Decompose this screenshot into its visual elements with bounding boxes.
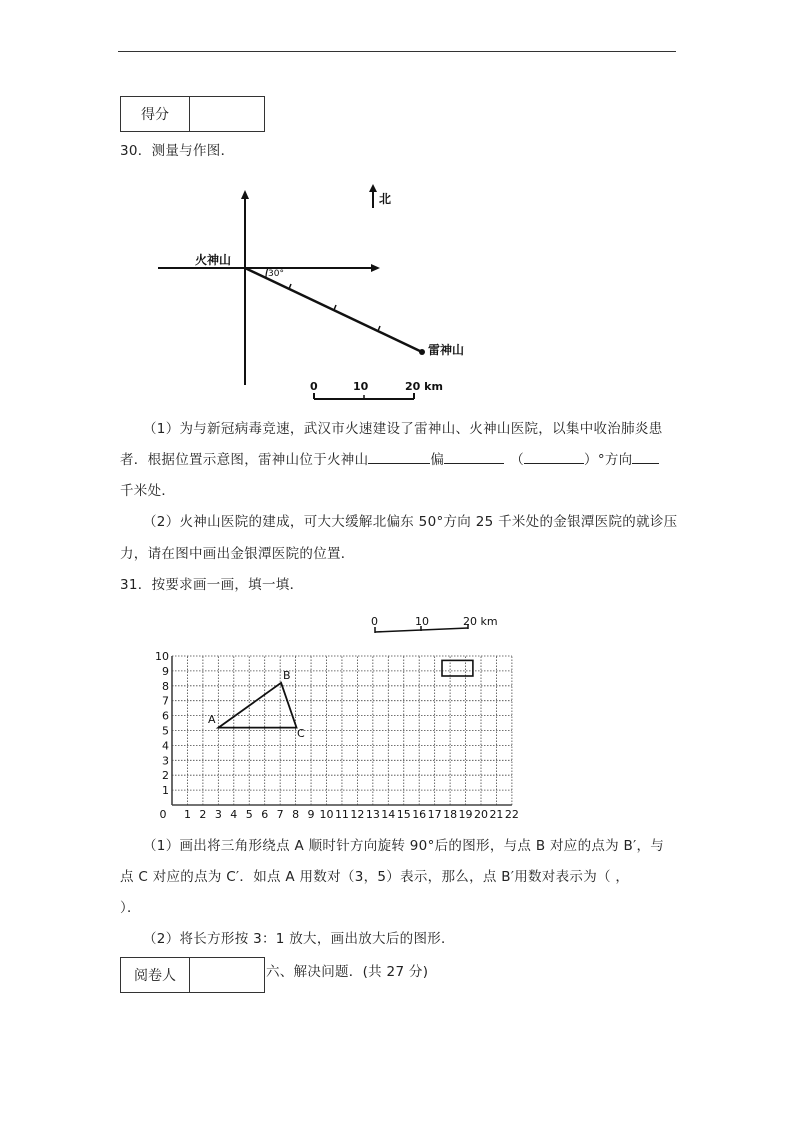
x-tick-label: 14 [381,808,396,821]
grid-scale-0: 0 [371,615,378,628]
q31-p1-line1: （1）画出将三角形绕点 A 顺时针方向旋转 90°后的图形，与点 B 对应的点为 B′，与 [143,838,665,854]
x-tick-label: 16 [412,808,427,821]
q30-direction-map [150,180,490,405]
q30-p1-text1: 者．根据位置示意图，雷神山位于火神山 [120,452,369,468]
rectangle-shape [442,660,473,676]
x-tick-label: 7 [276,808,284,821]
x-tick-label: 11 [334,808,349,821]
score-box [120,96,265,132]
x-tick-label: 9 [307,808,315,821]
q31-p1-line3: ）． [120,900,141,916]
y-tick-label: 6 [162,709,169,723]
x-tick-label: 5 [245,808,253,821]
triangle-abc [219,683,297,728]
y-tick-label: 10 [155,650,169,663]
grid-scale-20: 20 km [463,615,498,628]
y-tick-label: 3 [162,754,169,768]
x-tick-label: 13 [365,808,380,821]
q30-p2-line2: 力，请在图中画出金银潭医院的位置． [120,546,355,562]
tick-mark [378,326,380,331]
x-tick-label: 10 [319,808,334,821]
q31-p2: （2）将长方形按 3：1 放大，画出放大后的图形． [143,931,455,947]
coordinate-grid [172,656,512,805]
leishen-point [419,349,425,355]
reviewer-input-cell[interactable] [190,958,264,992]
x-tick-label: 15 [396,808,411,821]
reviewer-box [120,957,265,993]
x-tick-label: 0 [159,808,167,821]
scale-10: 10 [353,380,369,393]
x-tick-label: 4 [230,808,238,821]
y-tick-label: 9 [162,664,169,678]
north-label: 北 [379,192,392,206]
header-rule [118,51,676,52]
point-c-label: C [297,727,305,740]
point-b-label: B [283,669,291,682]
x-tick-label: 2 [199,808,207,821]
q31-title: 31．按要求画一画，填一填． [120,577,304,593]
vertical-axis-arrow-icon [241,190,249,199]
q30-p1-line3: 千米处． [120,483,176,499]
y-tick-label: 7 [162,694,169,708]
grid-scale-10: 10 [415,615,429,628]
scale-0: 0 [310,380,318,393]
q30-p1-line1: （1）为与新冠病毒竞速，武汉市火速建设了雷神山、火神山医院，以集中收治肺炎患 [143,421,663,437]
y-tick-label: 8 [162,679,169,693]
y-tick-label: 1 [162,784,169,798]
angle-label: 30° [268,269,284,279]
blank-distance[interactable] [632,449,659,464]
north-arrow-icon [369,184,377,192]
y-tick-label: 4 [162,739,169,753]
q30-p1-text4: ）°方向 [584,452,633,468]
x-tick-label: 8 [292,808,300,821]
x-tick-label: 12 [350,808,365,821]
q31-grid-figure [150,610,550,825]
huoshen-label: 火神山 [195,253,232,267]
blank-angle[interactable] [524,449,584,464]
tick-mark [289,284,291,289]
score-input-cell[interactable] [190,97,264,131]
q30-title: 30．测量与作图． [120,143,235,159]
section6-title: 六、解决问题．(共 27 分) [266,964,429,980]
tick-mark [334,305,336,310]
point-a-label: A [208,713,216,726]
horizontal-axis-arrow-icon [371,264,380,272]
x-tick-label: 22 [504,808,519,821]
x-tick-label: 20 [474,808,488,821]
x-tick-label: 1 [183,808,191,821]
q30-p1-text2: 偏 [430,452,445,468]
scale-20: 20 km [405,380,443,393]
x-tick-label: 3 [214,808,222,821]
blank-direction-2[interactable] [444,449,504,464]
q30-p1-text3: （ [510,452,525,468]
q30-p1-line2 [120,445,659,476]
q31-p1-line2: 点 C 对应的点为 C′．如点 A 用数对（3，5）表示，那么，点 B′用数对表示为（ ， [120,869,630,885]
x-tick-label: 19 [458,808,473,821]
x-tick-label: 17 [427,808,442,821]
x-tick-label: 6 [261,808,269,821]
q30-p2-line1: （2）火神山医院的建成，可大大缓解北偏东 50°方向 25 千米处的金银潭医院的就诊压 [143,514,678,530]
y-tick-label: 2 [162,769,169,783]
x-tick-label: 21 [489,808,504,821]
reviewer-label: 阅卷人 [121,958,190,992]
score-label: 得分 [121,97,190,131]
x-tick-label: 18 [443,808,458,821]
blank-direction-1[interactable] [368,449,430,464]
leishen-label: 雷神山 [428,343,465,357]
direction-line [245,268,422,352]
y-tick-label: 5 [162,724,169,738]
